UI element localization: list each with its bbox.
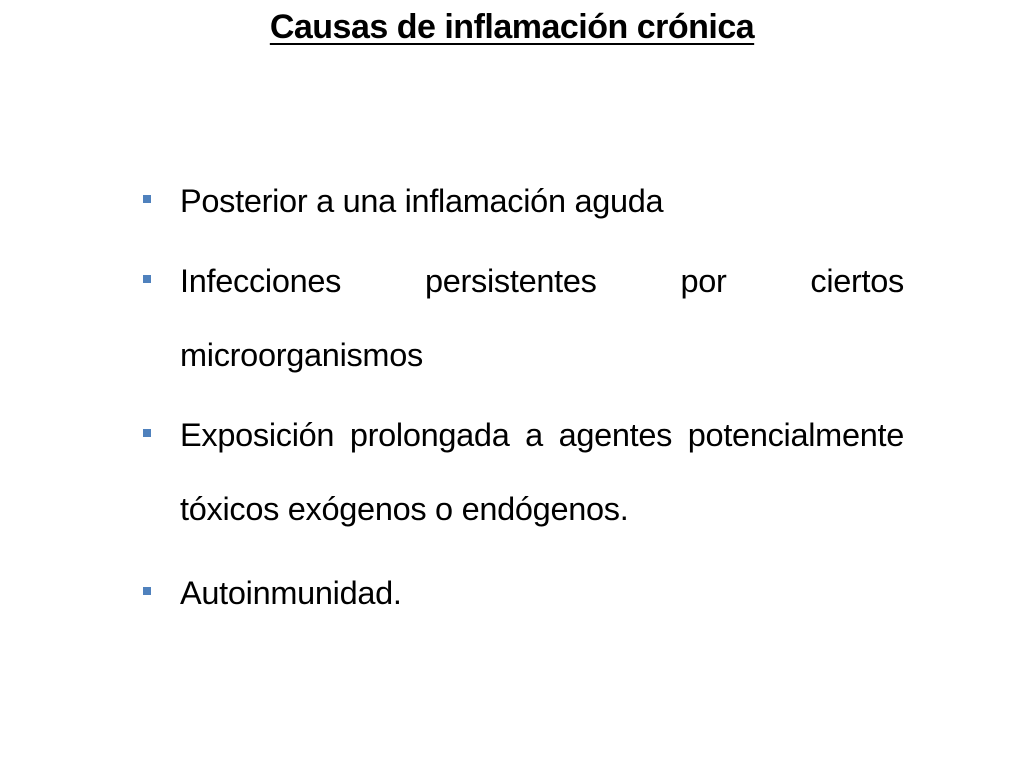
bullet-text: Exposición prolongada a agentes potencialmente tóxicos exógenos o endógenos. (180, 417, 904, 527)
bullet-list (180, 164, 904, 636)
square-bullet-icon (143, 195, 151, 203)
bullet-text: Infecciones persistentes por ciertos microorganismos (180, 263, 904, 373)
bullet-text: Posterior a una inflamación aguda (180, 183, 664, 219)
bullet-text: Autoinmunidad. (180, 575, 402, 611)
bullet-item-autoinmunidad (180, 556, 904, 630)
bullet-item-exposicion (180, 398, 904, 546)
bullet-item-infecciones (180, 244, 904, 392)
square-bullet-icon (143, 429, 151, 437)
square-bullet-icon (143, 275, 151, 283)
slide-title: Causas de inflamación crónica (269, 8, 755, 46)
square-bullet-icon (143, 587, 151, 595)
bullet-item-posterior (180, 164, 904, 238)
